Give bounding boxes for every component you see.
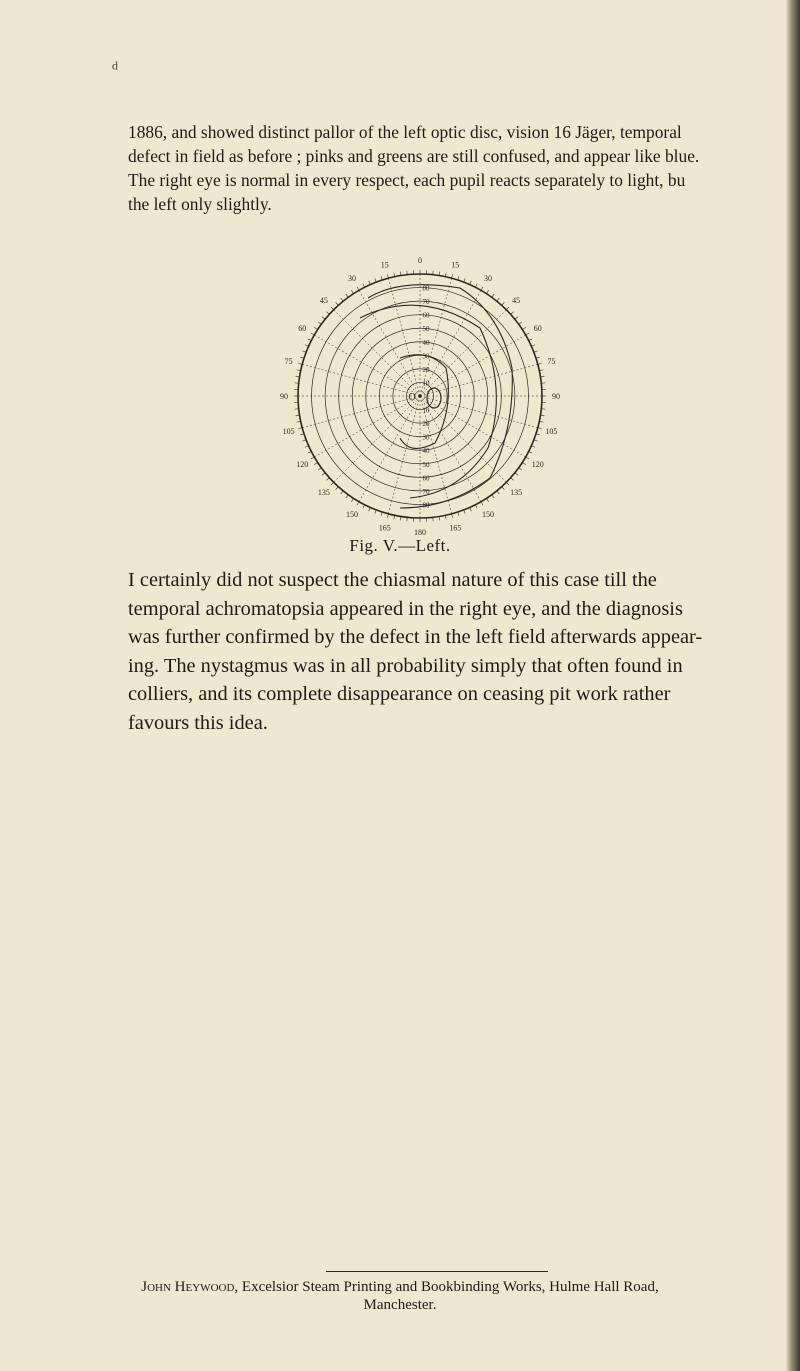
tick-mark	[492, 495, 494, 498]
text-line: The right eye is normal in every respect, each pupil reacts separately to light, bu	[128, 170, 686, 190]
visual-field-chart	[250, 256, 590, 537]
degree-label: 30	[484, 274, 492, 284]
meridian-line	[302, 364, 420, 396]
text-line: I certainly did not suspect the chiasmal nature of this case till the	[128, 569, 657, 591]
meridian-line	[388, 396, 420, 514]
degree-label: 120	[531, 460, 544, 469]
meridian-line	[420, 278, 452, 396]
field-defect-curve	[360, 305, 496, 498]
meridian-line	[420, 396, 506, 482]
tick-mark	[529, 339, 533, 341]
tick-mark	[369, 281, 371, 285]
ring-label: 80	[422, 501, 430, 510]
meridian-line	[420, 396, 538, 428]
tick-mark	[511, 312, 514, 315]
degree-label: 60	[298, 324, 307, 333]
text-line: colliers, and its complete disappearance on ceasing pit work rather	[128, 683, 671, 705]
tick-mark	[311, 333, 314, 335]
tick-mark	[531, 345, 535, 347]
printer-address: , Excelsior Steam Printing and Bookbinding Works, Hulme Hall Road,	[234, 1279, 659, 1295]
ring-label: 10	[422, 379, 430, 388]
tick-mark	[475, 505, 477, 509]
meridian-line	[334, 310, 420, 396]
tick-mark	[506, 307, 509, 310]
tick-mark	[318, 322, 321, 324]
page-edge-shadow	[786, 0, 800, 1371]
tick-mark	[481, 287, 483, 290]
meridian-line	[420, 364, 538, 396]
ring-label: 70	[422, 298, 430, 307]
degree-label: 135	[317, 488, 330, 498]
tick-mark	[346, 495, 348, 498]
text-line: defect in field as before ; pinks and greens are still confused, and appear like blue.	[128, 146, 700, 166]
paragraph-top	[128, 120, 768, 216]
tick-mark	[341, 298, 344, 301]
tick-mark	[331, 482, 334, 485]
tick-mark	[314, 462, 317, 464]
printer-name: John Heywood	[141, 1279, 235, 1295]
tick-mark	[526, 333, 529, 335]
tick-mark	[308, 451, 312, 453]
tick-mark	[322, 473, 325, 476]
ring-label: 20	[422, 365, 430, 374]
blind-spot	[427, 388, 441, 408]
tick-mark	[318, 468, 321, 470]
tick-mark	[502, 302, 505, 305]
tick-mark	[326, 312, 329, 315]
tick-mark	[305, 446, 309, 448]
text-line: the left only slightly.	[128, 194, 272, 214]
degree-label: 75	[547, 356, 556, 366]
text-line: ing. The nystagmus was in all probability simply that often found in	[128, 654, 683, 677]
tick-mark	[497, 298, 500, 301]
degree-label: 90	[280, 392, 288, 401]
paragraph-main	[128, 566, 768, 737]
tick-mark	[346, 294, 348, 297]
tick-mark	[351, 498, 353, 501]
figure-caption: Fig. V.—Left.	[349, 536, 451, 555]
ring-label: 50	[422, 460, 430, 469]
tick-mark	[363, 505, 365, 509]
ring-label: 60	[422, 311, 430, 320]
tick-mark	[363, 284, 365, 288]
tick-mark	[314, 327, 317, 329]
printer-city: Manchester.	[363, 1297, 437, 1313]
footer-rule	[326, 1271, 548, 1272]
tick-mark	[519, 468, 522, 470]
tick-mark	[481, 502, 483, 505]
degree-label: 135	[510, 488, 523, 498]
fixation-mark: O	[408, 392, 416, 403]
tick-mark	[515, 317, 518, 320]
tick-mark	[336, 302, 339, 305]
tick-mark	[311, 457, 314, 459]
tick-mark	[526, 457, 529, 459]
tick-mark	[519, 322, 522, 324]
meridian-line	[334, 396, 420, 482]
degree-label: 90	[552, 392, 560, 401]
ring-label: 30	[422, 433, 430, 442]
degree-label: 45	[512, 295, 521, 305]
text-line: 1886, and showed distinct pallor of the left optic disc, vision 16 Jäger, temporal	[128, 122, 682, 142]
ring-label: 10	[422, 406, 430, 415]
meridian-line	[302, 396, 420, 428]
tick-mark	[470, 507, 472, 511]
tick-mark	[326, 478, 329, 481]
ring-label: 40	[422, 447, 430, 456]
tick-mark	[522, 462, 525, 464]
tick-mark	[475, 284, 477, 288]
tick-mark	[369, 507, 371, 511]
ring-label: 20	[422, 420, 430, 429]
tick-mark	[305, 345, 309, 347]
tick-mark	[486, 290, 488, 293]
tick-mark	[511, 478, 514, 481]
printer-footer	[0, 1278, 800, 1314]
tick-mark	[351, 290, 353, 293]
tick-mark	[492, 294, 494, 297]
ring-label: 80	[422, 284, 430, 293]
ring-label: 40	[422, 338, 430, 347]
tick-mark	[529, 451, 533, 453]
text-line: favours this idea.	[128, 711, 268, 734]
tick-mark	[522, 327, 525, 329]
degree-label: 75	[284, 356, 293, 366]
ring-label: 60	[422, 474, 430, 483]
tick-mark	[341, 491, 344, 494]
tick-mark	[470, 281, 472, 285]
degree-label: 15	[380, 260, 389, 270]
tick-mark	[515, 473, 518, 476]
tick-mark	[357, 502, 359, 505]
text-line: was further confirmed by the defect in the left field afterwards appear-	[128, 626, 703, 648]
ring-label: 30	[422, 352, 430, 361]
tick-mark	[486, 498, 488, 501]
degree-label: 15	[451, 260, 460, 270]
degree-label: 150	[482, 509, 494, 519]
tick-mark	[502, 487, 505, 490]
degree-label: 30	[348, 274, 356, 284]
degree-label: 105	[545, 427, 558, 437]
degree-label: 180	[414, 528, 426, 537]
ring-label: 50	[422, 325, 430, 334]
text-line: temporal achromatopsia appeared in the right eye, and the diagnosis	[128, 597, 683, 620]
tick-mark	[331, 307, 334, 310]
corner-mark: ᵈ	[112, 58, 119, 80]
tick-mark	[497, 491, 500, 494]
tick-mark	[357, 287, 359, 290]
degree-label: 0	[418, 256, 422, 265]
tick-mark	[308, 339, 312, 341]
degree-label: 165	[449, 523, 462, 533]
tick-mark	[531, 446, 535, 448]
meridian-line	[388, 278, 420, 396]
degree-label: 60	[533, 324, 542, 333]
degree-label: 150	[346, 509, 358, 519]
meridian-line	[420, 310, 506, 396]
tick-mark	[336, 487, 339, 490]
degree-label: 165	[378, 523, 391, 533]
degree-label: 45	[319, 295, 328, 305]
tick-mark	[322, 317, 325, 320]
tick-mark	[506, 482, 509, 485]
degree-label: 120	[296, 460, 309, 469]
visual-field-diagram	[250, 256, 590, 537]
degree-label: 105	[282, 427, 295, 437]
ring-label: 70	[422, 487, 430, 496]
